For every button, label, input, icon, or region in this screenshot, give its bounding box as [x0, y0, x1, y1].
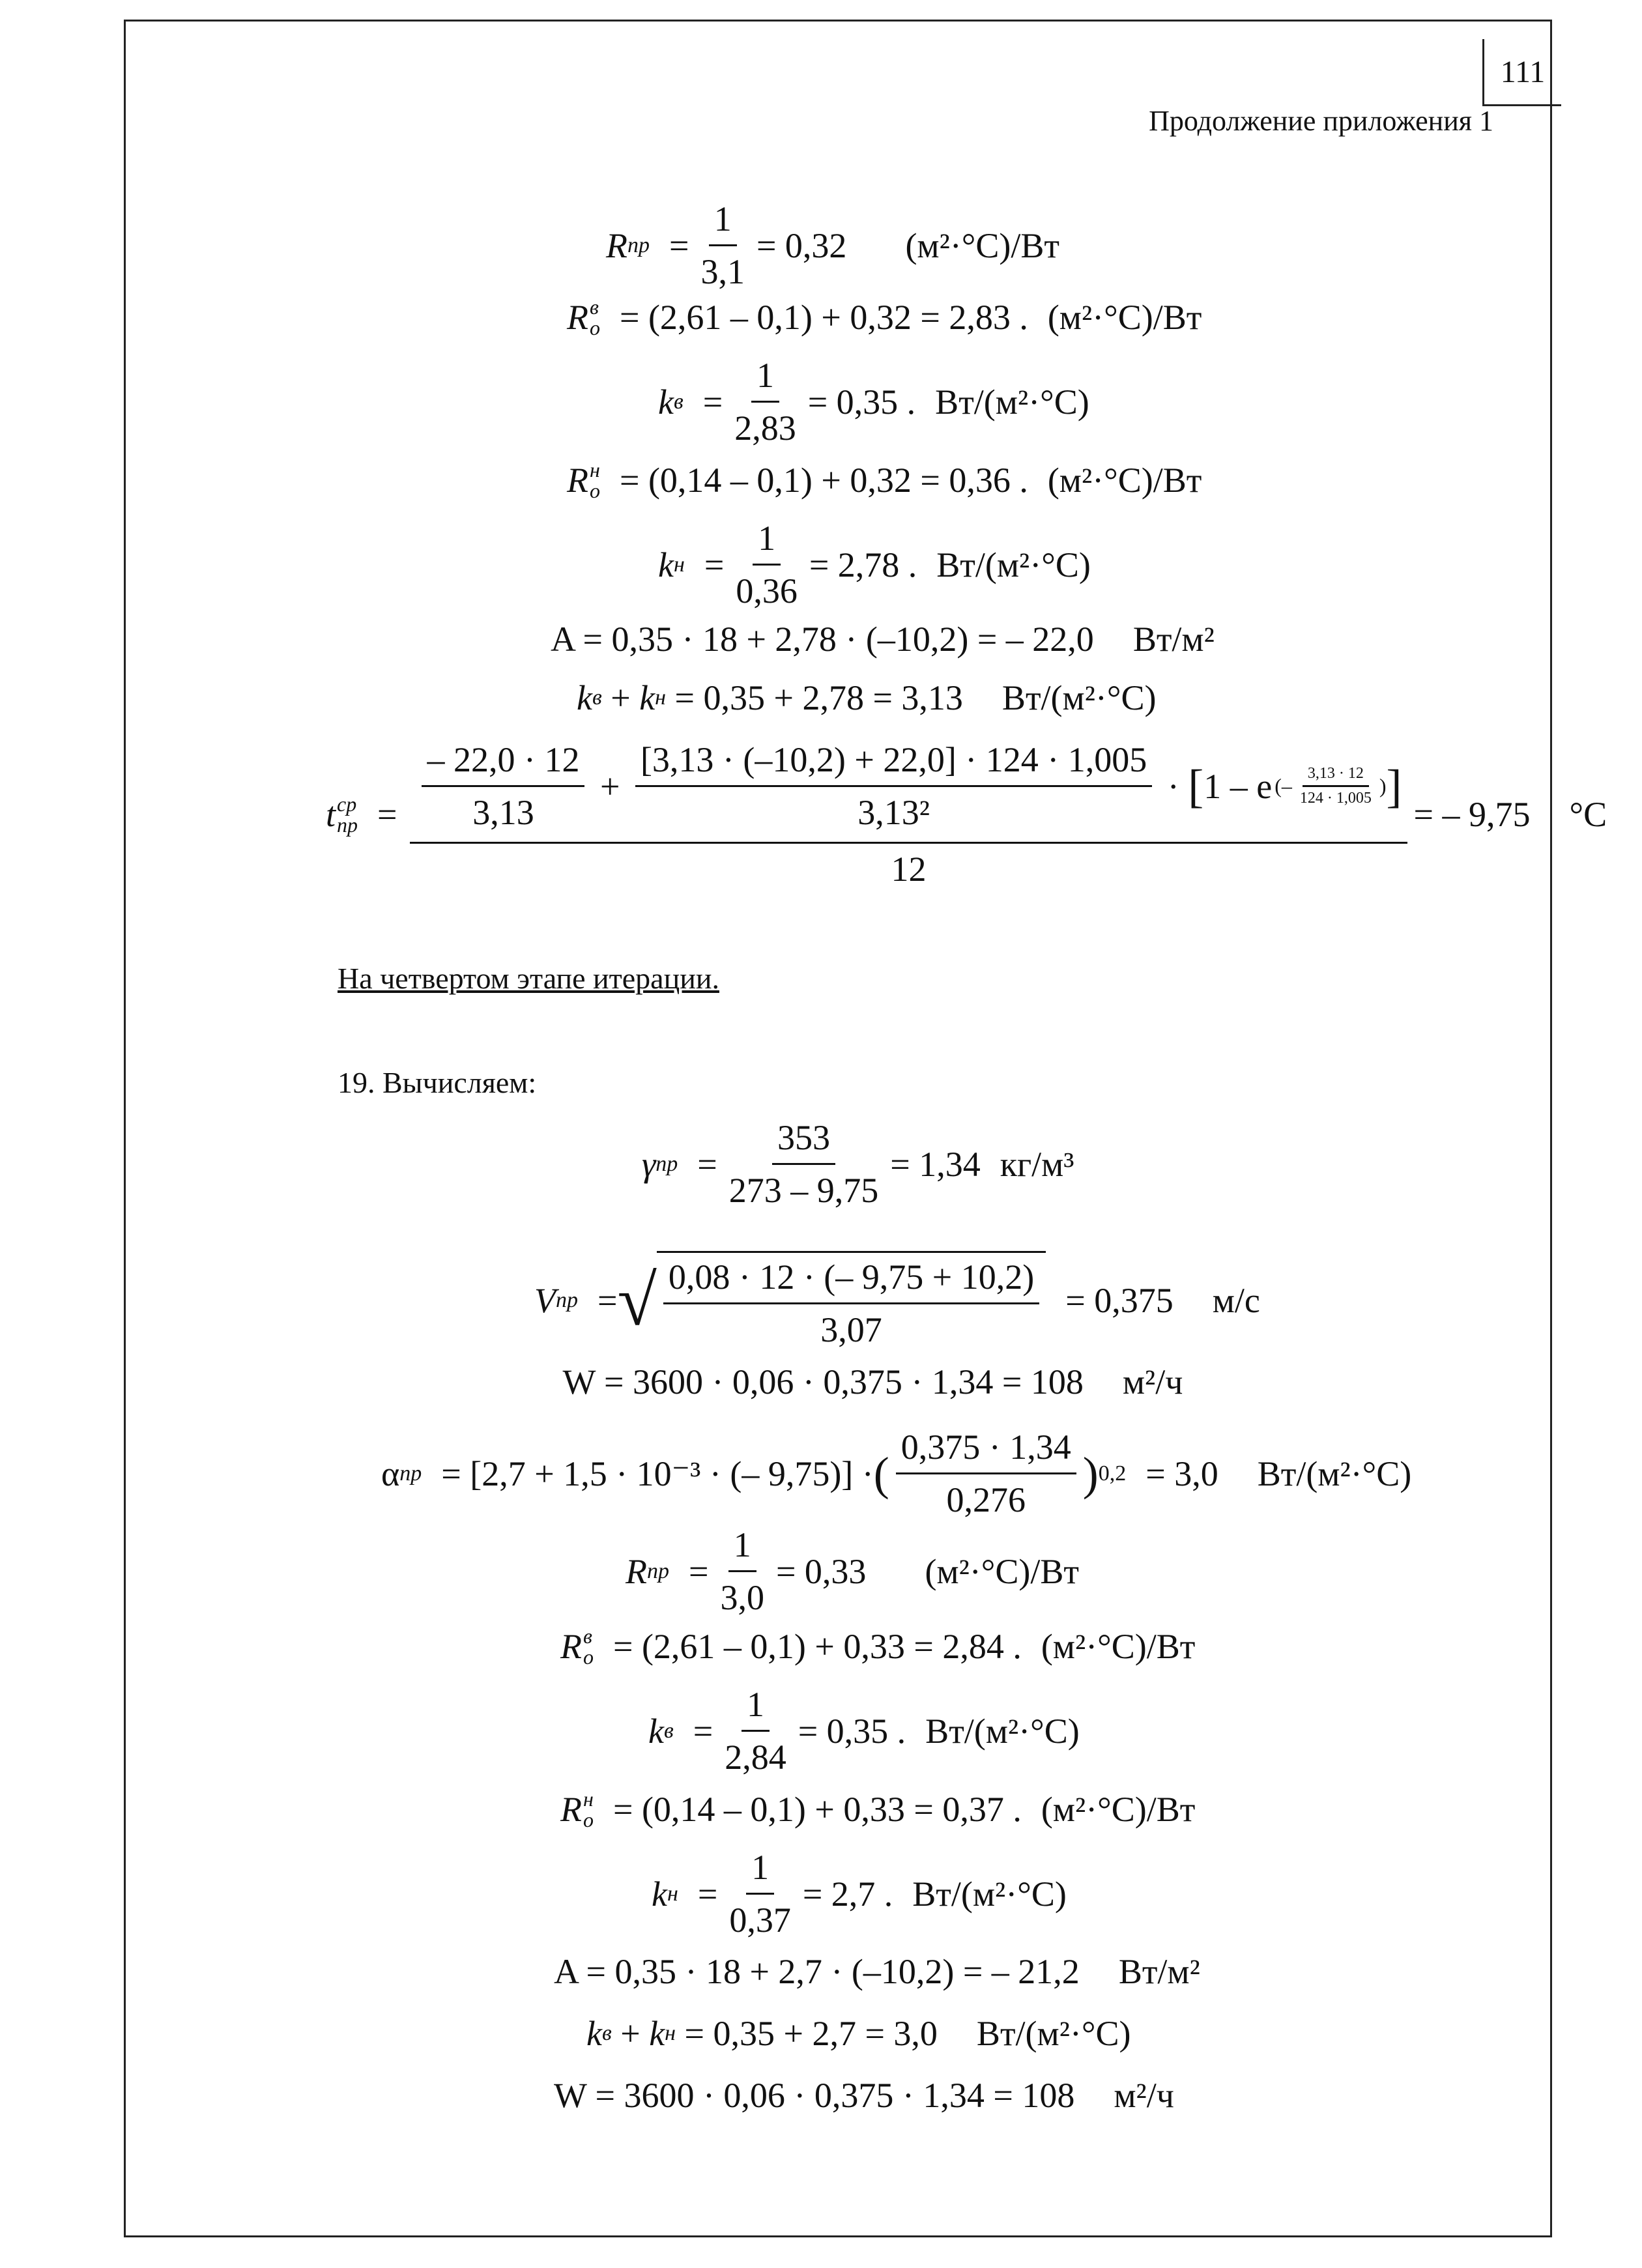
bracket-text: 1 – e: [1203, 766, 1273, 806]
unit: Вт/(м²·°C): [912, 1874, 1067, 1914]
fraction: [724, 1847, 796, 1940]
lhs-sub: н: [673, 552, 685, 577]
fraction: [715, 1525, 770, 1618]
continuation-note: Продолжение приложения 1: [1149, 105, 1493, 137]
eq-k-n-1: k н = $\frac{1}{0,36}$ = 2,78 . Вт/(м²·°C): [658, 519, 1091, 610]
lhs-sub: в: [673, 389, 684, 414]
page-number: 111: [1482, 39, 1561, 106]
unit: м²/ч: [1122, 1362, 1183, 1401]
lhs-sub: н: [667, 1881, 678, 1906]
lhs-sup: ср: [337, 792, 357, 816]
fraction: [896, 1427, 1076, 1520]
unit: (м²·°C)/Вт: [1047, 461, 1202, 500]
rhs: = – 9,75: [1413, 795, 1531, 834]
fraction: [695, 199, 750, 292]
unit: Вт/(м²·°C): [925, 1711, 1080, 1751]
eq-ksum-1: k в + k н = 0,35 + 2,78 = 3,13 Вт/(м²·°C): [577, 678, 1157, 717]
eq-gamma: γ пр = $\frac{353}{273 - 9,75}$ = 1,34 кг/м³: [642, 1118, 1074, 1210]
lhs-sup: н: [590, 458, 600, 481]
denominator: 3,0: [720, 1578, 764, 1617]
lhs: k: [658, 382, 674, 422]
lhs: R: [567, 298, 588, 337]
term1: [422, 739, 584, 833]
term1-num: – 22,0 · 12: [422, 739, 584, 787]
term2: [635, 739, 1152, 833]
unit: Вт/(м²·°C): [1001, 678, 1157, 717]
lhs: R: [606, 225, 627, 265]
eq-r-pr-1: R пр = $\frac{1}{3,1}$ = 0,32 (м²·°C)/Вт: [606, 199, 1059, 291]
term2-num: [3,13 · (–10,2) + 22,0] · 124 · 1,005: [635, 739, 1152, 787]
lhs-sub: о: [590, 316, 600, 339]
lhs-sub: пр: [399, 1461, 422, 1486]
sub-2: н: [655, 685, 667, 710]
fraction: [719, 1684, 792, 1777]
lhs: R: [560, 1627, 582, 1666]
expression: = (0,14 – 0,1) + 0,32 = 0,36 .: [620, 461, 1028, 500]
denominator: 0,37: [729, 1901, 791, 1940]
unit: Вт/(м²·°C): [1257, 1454, 1412, 1493]
lhs: V: [534, 1281, 556, 1320]
numerator: 1: [751, 355, 779, 403]
lhs-sub: пр: [556, 1288, 578, 1312]
lhs-sub: пр: [337, 813, 358, 837]
numerator: 1: [742, 1684, 770, 1732]
numerator: 1: [728, 1525, 756, 1572]
denominator: 3,1: [700, 252, 745, 291]
expression: = (2,61 – 0,1) + 0,33 = 2,84 .: [613, 1627, 1022, 1666]
expression: A = 0,35 · 18 + 2,78 · (–10,2) = – 22,0: [551, 620, 1094, 659]
rhs: = 3,0: [1145, 1454, 1218, 1493]
expression: = [2,7 + 1,5 · 10⁻³ · (– 9,75)] ·: [441, 1454, 874, 1493]
eq-v-pr: V пр = √ $\frac{0,08 \cdot 12 \cdot (- 9,75 + 10,2)}{3,07}$ = 0,375 м/с: [534, 1251, 1260, 1350]
lhs: k: [648, 1711, 664, 1751]
unit: Вт/(м²·°C): [935, 382, 1089, 422]
lhs-sub: о: [583, 1645, 594, 1669]
main-fraction: $\frac{- 22,0 \cdot 12}{3,13}$ + $\frac{[3,13 \cdot (-10,2) + 22,0] \cdot 124 \cdot 1,005}{\text{3,13²}}$ · [ 1 – e (– $\frac{3,13 \cdot 12}{124 \cdot 1,005}$ ) ] 12: [410, 739, 1407, 889]
term1-den: 3,13: [472, 793, 534, 832]
expression: W = 3600 · 0,06 · 0,375 · 1,34 = 108: [562, 1362, 1084, 1401]
lhs-sub: о: [583, 1808, 594, 1831]
sqrt: √ $\frac{0,08 \cdot 12 \cdot (- 9,75 + 10,2)}{3,07}$: [617, 1251, 1046, 1350]
numerator: 1: [709, 199, 737, 246]
denominator: 2,84: [725, 1738, 786, 1777]
eq-ro-n-1: [567, 459, 1202, 501]
lhs-sub: пр: [627, 233, 650, 257]
rhs: = 0,35 .: [798, 1711, 906, 1751]
unit: Вт/м²: [1132, 620, 1215, 659]
eq-ro-n-2: [560, 1788, 1195, 1830]
fraction: [730, 518, 803, 611]
eq-a-1: [551, 619, 1215, 659]
numerator: 353: [772, 1117, 835, 1165]
lhs: α: [381, 1454, 400, 1493]
numerator: 0,08 · 12 · (– 9,75 + 10,2): [663, 1257, 1039, 1304]
rhs: = 2,78 .: [809, 545, 917, 584]
lhs-sub: пр: [655, 1151, 678, 1176]
eq-ro-v-2: [560, 1626, 1195, 1667]
sub-1: в: [592, 685, 602, 710]
expression: W = 3600 · 0,06 · 0,375 · 1,34 = 108: [554, 2076, 1075, 2115]
expression: = (2,61 – 0,1) + 0,32 = 2,83 .: [620, 298, 1028, 337]
expression: = (0,14 – 0,1) + 0,33 = 0,37 .: [613, 1790, 1022, 1829]
numerator: 0,375 · 1,34: [896, 1427, 1076, 1474]
lhs: γ: [642, 1144, 656, 1184]
eq-w-2: [554, 2075, 1174, 2116]
eq-k-v-2: k в = $\frac{1}{2,84}$ = 0,35 . Вт/(м²·°C): [648, 1685, 1080, 1777]
unit: (м²·°C)/Вт: [905, 225, 1059, 265]
eq-ksum-2: k в + k н = 0,35 + 2,7 = 3,0 Вт/(м²·°C): [586, 2014, 1131, 2053]
lhs: k: [658, 545, 674, 584]
denominator: 273 – 9,75: [728, 1171, 879, 1210]
eq-ro-v-1: [567, 296, 1202, 338]
power: 0,2: [1098, 1461, 1127, 1486]
rhs: = 2,7 .: [802, 1874, 893, 1914]
rhs: = 0,35 .: [807, 382, 916, 422]
sub-2: н: [665, 2021, 676, 2045]
rhs: = 0,32: [756, 225, 847, 265]
expression: A = 0,35 · 18 + 2,7 · (–10,2) = – 21,2: [554, 1952, 1080, 1991]
section-heading: На четвертом этапе итерации.: [338, 962, 719, 995]
lhs: R: [626, 1551, 647, 1591]
lhs-sub: в: [663, 1718, 674, 1743]
main-den: 12: [891, 850, 927, 889]
lhs-sub: пр: [647, 1558, 669, 1583]
numerator: 1: [753, 518, 781, 566]
unit: кг/м³: [1000, 1144, 1074, 1184]
lhs-sup: в: [590, 295, 599, 319]
exp-num: 3,13 · 12: [1303, 765, 1369, 787]
eq-w: [554, 1362, 1183, 1402]
lhs-sub: о: [590, 479, 600, 502]
unit: °C: [1569, 795, 1607, 834]
denominator: 3,07: [820, 1310, 882, 1349]
unit: Вт/(м²·°C): [936, 545, 1091, 584]
lhs: R: [567, 461, 588, 500]
unit: (м²·°C)/Вт: [1047, 298, 1202, 337]
unit: (м²·°C)/Вт: [1041, 1627, 1196, 1666]
eq-t-pr: t ср пр = $\frac{- 22,0 \cdot 12}{3,13}$ + $\frac{[3,13 \cdot (-10,2) + 22,0] \cdot 124 \cdot 1,005}{\text{3,13²}}$ · [ 1 – e (– $\frac{3,13 \cdot 12}{124 \cdot 1,005}$ ) ] 12 = – 9,75 °C: [326, 740, 1607, 889]
eq-k-v-1: k в = $\frac{1}{2,83}$ = 0,35 . Вт/(м²·°C): [658, 356, 1089, 448]
unit: Вт/(м²·°C): [976, 2014, 1131, 2053]
rhs: = 0,33: [775, 1551, 867, 1591]
sub-1: в: [601, 2021, 612, 2045]
lhs: k: [652, 1874, 667, 1914]
eq-alpha: α пр = [2,7 + 1,5 · 10⁻³ · (– 9,75)] · ( $\frac{0,375 \cdot 1,34}{0,276}$ ) 0,2 = 3,0 Вт/(м²·°C): [381, 1428, 1412, 1519]
lhs: t: [326, 795, 336, 834]
eq-r-pr-2: R пр = $\frac{1}{3,0}$ = 0,33 (м²·°C)/Вт: [626, 1525, 1079, 1617]
term2-den: 3,13²: [857, 793, 930, 832]
unit: м/с: [1212, 1281, 1260, 1320]
unit: Вт/м²: [1118, 1952, 1200, 1991]
denominator: 0,276: [946, 1480, 1026, 1519]
lhs: R: [560, 1790, 582, 1829]
lhs-sup: в: [583, 1624, 592, 1648]
rhs: = 0,375: [1065, 1281, 1174, 1320]
fraction: [729, 355, 801, 448]
unit: (м²·°C)/Вт: [1041, 1790, 1196, 1829]
denominator: 0,36: [736, 571, 798, 610]
numerator: 1: [746, 1847, 774, 1895]
step-label: 19. Вычисляем:: [338, 1066, 537, 1099]
unit: м²/ч: [1114, 2076, 1174, 2115]
lhs-sup: н: [583, 1787, 594, 1811]
fraction: [663, 1257, 1039, 1350]
rhs: = 1,34: [890, 1144, 981, 1184]
exp-den: 124 · 1,005: [1299, 790, 1372, 807]
eq-k-n-2: k н = $\frac{1}{0,37}$ = 2,7 . Вт/(м²·°C): [652, 1848, 1067, 1940]
denominator: 2,83: [734, 409, 796, 448]
eq-a-2: [554, 1951, 1200, 1992]
fraction: [724, 1117, 884, 1211]
unit: (м²·°C)/Вт: [925, 1551, 1079, 1591]
